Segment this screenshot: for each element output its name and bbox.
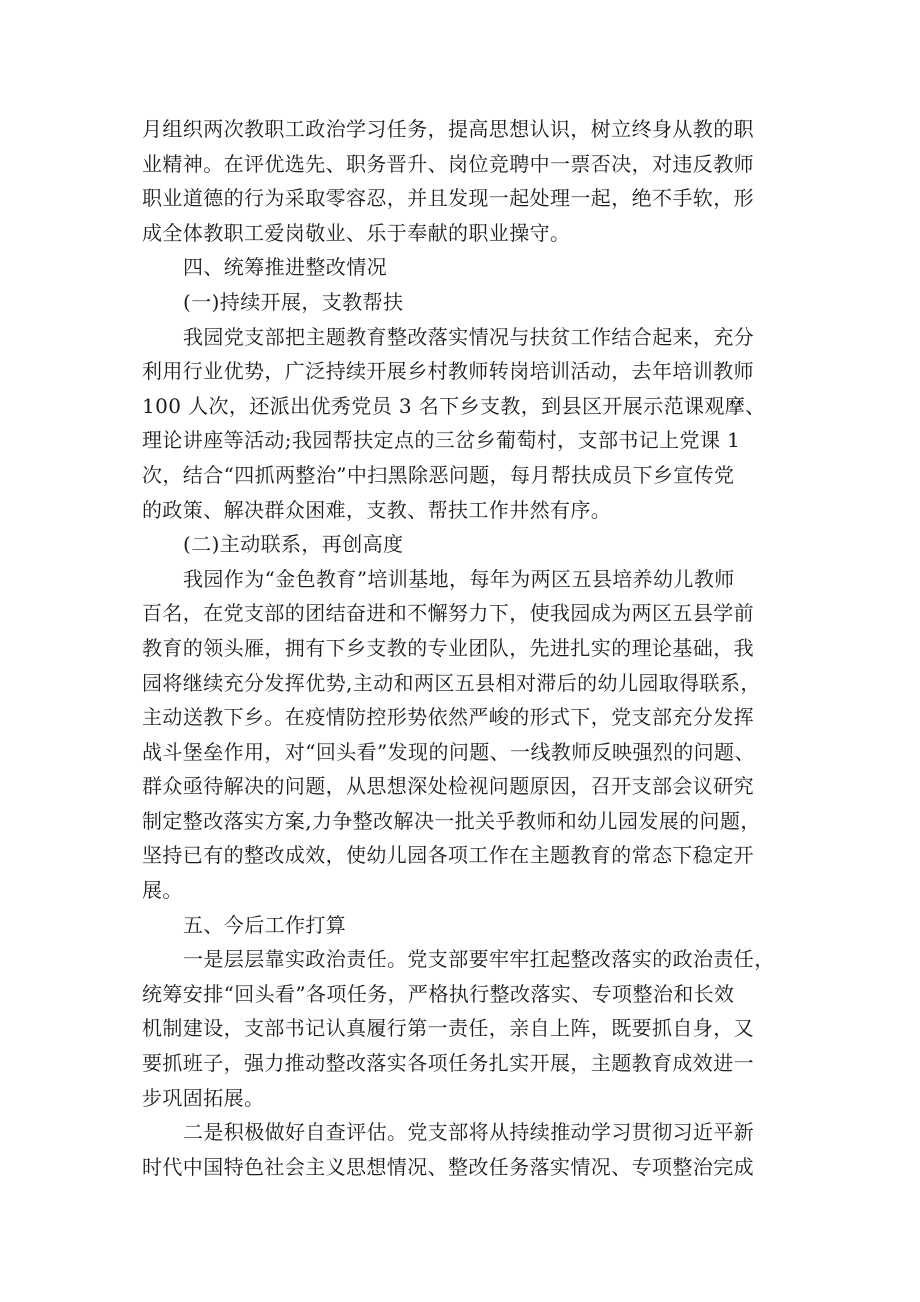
subsection-heading-4-2: (二)主动联系，再创高度 — [183, 532, 404, 557]
body-line: 机制建设，支部书记认真履行第一责任，亲自上阵，既要抓自身，又 — [142, 1016, 754, 1041]
body-line: 展。 — [142, 878, 183, 903]
body-line: 的政策、解决群众困难，支教、帮扶工作井然有序。 — [142, 497, 612, 522]
body-line: 主动送教下乡。在疫情防控形势依然严峻的形式下，党支部充分发挥 — [142, 705, 754, 730]
body-line: 要抓班子，强力推动整改落实各项任务扎实开展，主题教育成效进一 — [142, 1051, 754, 1076]
paragraph-first-line: 二是积极做好自查评估。党支部将从持续推动学习贯彻习近平新 — [183, 1120, 755, 1145]
subsection-heading-4-1: (一)持续开展，支教帮扶 — [183, 289, 404, 314]
body-line: 职业道德的行为采取零容忍，并且发现一起处理一起，绝不手软，形 — [142, 186, 754, 211]
body-line: 百名，在党支部的团结奋进和不懈努力下，使我园成为两区五县学前 — [142, 601, 754, 626]
body-line: 100 人次，还派出优秀党员 3 名下乡支教，到县区开展示范课观摩、 — [142, 393, 766, 418]
body-line: 时代中国特色社会主义思想情况、整改任务落实情况、专项整治完成 — [142, 1154, 754, 1179]
document-body — [142, 112, 780, 1184]
body-line: 业精神。在评优选先、职务晋升、岗位竞聘中一票否决，对违反教师 — [142, 151, 754, 176]
body-line: 次，结合“四抓两整治”中扫黑除恶问题，每月帮扶成员下乡宣传党 — [142, 462, 735, 487]
section-heading-4: 四、统筹推进整改情况 — [183, 255, 387, 280]
body-line: 群众亟待解决的问题，从思想深处检视问题原因，召开支部会议研究 — [142, 774, 754, 799]
body-line: 成全体教职工爱岗敬业、乐于奉献的职业操守。 — [142, 220, 571, 245]
paragraph-first-line: 我园作为“金色教育”培训基地，每年为两区五县培养幼儿教师 — [183, 566, 735, 591]
body-line: 战斗堡垒作用，对“回头看”发现的问题、一线教师反映强烈的问题、 — [142, 739, 755, 764]
body-line: 制定整改落实方案,力争整改解决一批关乎教师和幼儿园发展的问题， — [142, 808, 761, 833]
body-line: 月组织两次教职工政治学习任务，提高思想认识，树立终身从教的职 — [142, 117, 754, 141]
paragraph-first-line: 我园党支部把主题教育整改落实情况与扶贫工作结合起来，充分 — [183, 324, 755, 349]
paragraph-first-line: 一是层层靠实政治责任。党支部要牢牢扛起整改落实的政治责任， — [183, 947, 775, 972]
body-line: 利用行业优势，广泛持续开展乡村教师转岗培训活动，去年培训教师 — [142, 359, 754, 384]
body-line: 教育的领头雁，拥有下乡支教的专业团队，先进扎实的理论基础，我 — [142, 635, 754, 660]
body-line: 统筹安排“回头看”各项任务，严格执行整改落实、专项整治和长效 — [142, 981, 735, 1006]
body-line: 坚持已有的整改成效，使幼儿园各项工作在主题教育的常态下稳定开 — [142, 843, 754, 868]
body-line: 步巩固拓展。 — [142, 1085, 265, 1110]
body-line: 园将继续充分发挥优势,主动和两区五县相对滞后的幼儿园取得联系， — [142, 670, 761, 695]
section-heading-5: 五、今后工作打算 — [183, 912, 347, 937]
body-line: 理论讲座等活动;我园帮扶定点的三岔乡葡萄村，支部书记上党课 1 — [142, 428, 741, 453]
